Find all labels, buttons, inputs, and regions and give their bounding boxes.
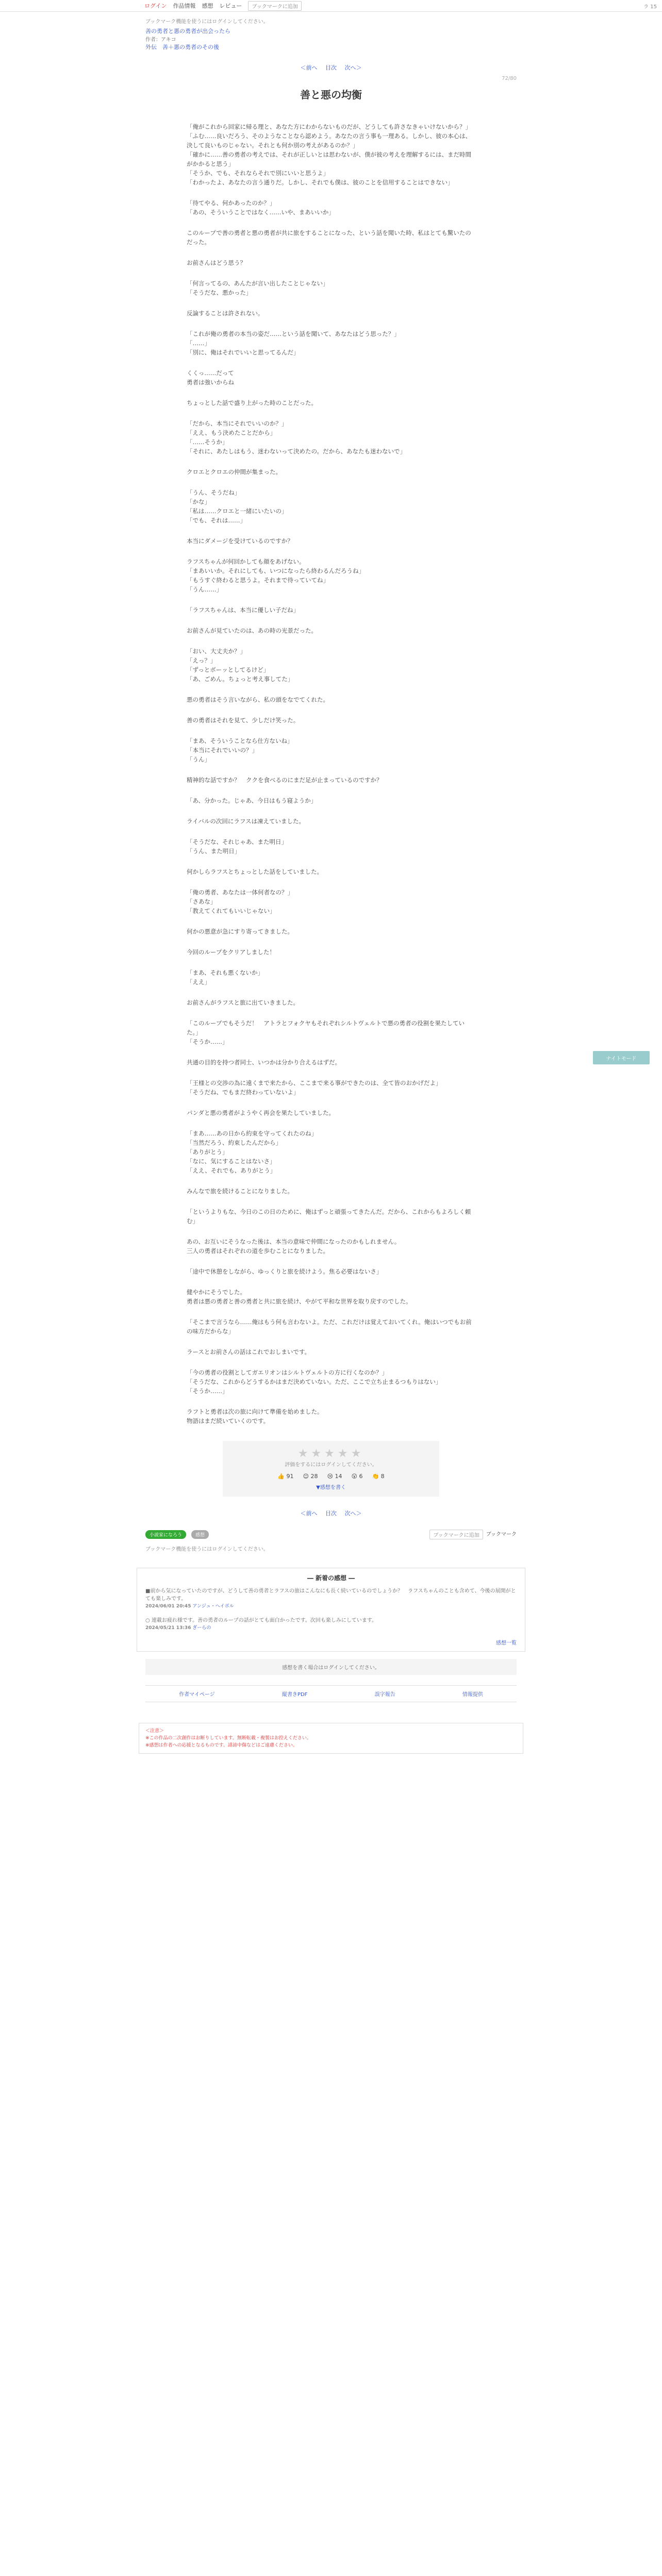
login-link[interactable]: ログイン (144, 3, 167, 9)
prev-link-bottom[interactable]: ＜前へ (300, 1510, 318, 1517)
new-reviews (137, 1568, 525, 1652)
review-date: 2024/06/01 20:45 (145, 1604, 191, 1609)
body-paragraph: 「そうだな、それじゃあ、また明日」 「うん、また明日」 (187, 838, 288, 855)
novel-author[interactable]: 作者：アキコ (145, 37, 176, 43)
footer-nav (145, 1685, 517, 1702)
login-notice-bottom: ブックマーク機能を使うにはログインしてください。 (145, 1547, 269, 1552)
next-link[interactable]: 次へ＞ (344, 64, 362, 71)
body-paragraph: お前さんはどう思う？ (187, 259, 246, 266)
novel-title[interactable]: 善の勇者と悪の勇者が出会ったら (145, 28, 230, 35)
body-paragraph: 「今の勇者の役割としてガエリオンはシルトヴェルトの方に行くなのか？」 「そうだな、これからどうするかはまだ決めていない。ただ、ここで立ち止まるつもりはない」 「そうか……」 (187, 1369, 442, 1395)
night-mode-button[interactable]: ナイトモード (593, 1051, 650, 1064)
body-paragraph: 善の勇者はそれを見て、少しだけ笑った。 (187, 717, 300, 724)
comment-pill[interactable]: 感想 (191, 1530, 209, 1539)
top-bar (0, 0, 662, 12)
body-paragraph: ラフスちゃんが何回かしても顔をあげない。 「まあいいか。それにしても、いつになったら終わるんだろうね」 「もうすぐ終わると思うよ。それまで待っていてね」 「うん……」 (187, 558, 365, 593)
page-number: 72/80 (502, 76, 517, 81)
reaction-item[interactable] (277, 1473, 293, 1480)
reaction-icon: 👍 (277, 1473, 285, 1480)
body-paragraph: 「だから、本当にそれでいいのか？」 「ええ、もう決めたことだから」 「……そうか」 「それに、あたしはもう、迷わないって決めたの。だから、あなたも迷わないで」 (187, 420, 406, 455)
info-link[interactable]: 情報提供 (462, 1692, 483, 1698)
body-paragraph: 「あ、分かった。じゃあ、今日はもう寝ようか」 (187, 797, 317, 804)
review-text: ■前から気になっていたのですが、どうして善の勇者とラフスの旅はこんなにも長く続いているのでしょうか？ ラフスちゃんのことも含めて、今後の展開がとても楽しみです。 (145, 1588, 516, 1602)
rating-stars[interactable]: ★★★★★ (297, 1447, 365, 1460)
body-paragraph: 「というよりもな、今日のこの日のために、俺はずっと頑張ってきたんだ。だから、これからもよろしく頼む」 (187, 1208, 471, 1225)
pdf-link[interactable]: 縦書きPDF (282, 1692, 308, 1698)
nav-info[interactable]: 作品情報 (173, 3, 196, 9)
body-paragraph: 「まあ、それも悪くないか」 「ええ」 (187, 969, 264, 986)
bottom-notice (139, 1723, 523, 1754)
body-paragraph: 「何言ってるの、あんたが言い出したことじゃない」 「そうだな、悪かった」 (187, 280, 329, 296)
reaction-count: 14 (335, 1473, 342, 1480)
reaction-icon: 😲 (351, 1473, 357, 1480)
reaction-item[interactable] (351, 1473, 362, 1480)
body-paragraph: 共通の目的を持つ者同士、いつかは分かり合えるはずだ。 (187, 1059, 341, 1066)
body-paragraph: 今回のループをクリアしました！ (187, 948, 275, 956)
nav-reviews[interactable]: レビュー (219, 3, 242, 9)
typo-report-link[interactable]: 誤字報告 (374, 1692, 395, 1698)
bookmark-button-bottom[interactable]: ブックマークに追加 (429, 1530, 483, 1539)
review-date: 2024/05/21 13:36 (145, 1625, 191, 1631)
review-user[interactable]: アンジュ・ヘイボル (192, 1604, 234, 1609)
body-paragraph: 本当にダメージを受けているのですか？ (187, 537, 293, 545)
body-paragraph: 健やかにそうでした。 勇者は悪の勇者と善の勇者と共に旅を続け、やがて平和な世界を取り戻すのでした。 (187, 1289, 412, 1305)
reaction-count: 6 (359, 1473, 363, 1480)
body-paragraph: 精神的な話ですか？ ククを食べるのにまだ足が止まっているのですか？ (187, 776, 383, 784)
review-text: ○ 連載お疲れ様です。善の勇者のループの話がとても面白かったです。次回も楽しみにしています。 (145, 1618, 377, 1623)
nav-comments[interactable]: 感想 (202, 3, 213, 9)
body-paragraph: 「まあ、そういうことなら仕方ないね」 「本当にそれでいいの？」 「うん」 (187, 737, 293, 763)
body-paragraph: 「これが俺の勇者の本当の姿だ……という話を聞いて、あなたはどう思った？」 「……」 「別に、俺はそれでいいと思ってるんだ」 (187, 330, 400, 356)
body-paragraph: 「俺の勇者、あなたは一体何者なの？」 「さあな」 「教えてくれてもいいじゃない」 (187, 889, 293, 914)
next-link-bottom[interactable]: 次へ＞ (344, 1510, 362, 1517)
body-paragraph: パンダと悪の勇者がようやく再会を果たしていました。 (187, 1109, 335, 1116)
reaction-count: 8 (380, 1473, 385, 1480)
topbar-right-text: ラ 15 (643, 4, 657, 10)
top-pager (145, 63, 517, 72)
bottom-pager (0, 1509, 662, 1517)
toc-link-bottom[interactable]: 目次 (325, 1510, 337, 1517)
body-paragraph: ラフトと勇者は次の旅に向けて準備を始めました。 物語はまだ続いていくのです。 (187, 1408, 323, 1425)
body-paragraph: 「王様との交渉の為に遠くまで来たから、ここまで来る事ができたのは、全て皆のおかげだよ」 「そうだね、でもまだ終わっていないよ」 (187, 1079, 442, 1096)
prev-link[interactable]: ＜前へ (300, 64, 318, 71)
body-paragraph: 「うん、そうだね」 「かな」 「私は……クロエと一緒にいたいの」 「でも、それは……」 (187, 489, 288, 524)
body-paragraph: クロエとクロエの仲間が集まった。 (187, 468, 282, 476)
site-pill[interactable]: 小説家になろう (145, 1530, 186, 1539)
author-page-link[interactable]: 作者マイページ (179, 1692, 215, 1698)
reviews-more-link[interactable]: 感想一覧 (496, 1640, 517, 1646)
review-meta (145, 1603, 517, 1611)
login-notice: ブックマーク機能を使うにはログインしてください。 (145, 19, 269, 25)
reaction-item[interactable] (327, 1473, 342, 1480)
bookmark-label[interactable]: ブックマーク (486, 1532, 517, 1537)
reaction-item[interactable] (372, 1473, 384, 1480)
reviews-heading: ― 新着の感想 ― (307, 1574, 355, 1582)
review-meta (145, 1624, 517, 1632)
reaction-icon: 😢 (327, 1473, 333, 1480)
body-paragraph: このループで善の勇者と悪の勇者が共に旅をすることになった、という話を聞いた時、私はとても驚いたのだった。 (187, 229, 471, 246)
body-paragraph: 何かしらラフスとちょっとした話をしていました。 (187, 868, 323, 875)
episode-title: 善と悪の均衡 (300, 89, 362, 101)
body-paragraph: 「途中で休憩をしながら、ゆっくりと旅を続けよう。焦る必要はないさ」 (187, 1268, 383, 1275)
body-paragraph: お前さんがラフスと旅に出ていきました。 (187, 999, 300, 1006)
episode-body (187, 122, 475, 1426)
reaction-count: 91 (286, 1473, 294, 1480)
rating-box (223, 1441, 439, 1497)
body-paragraph: 「ラフスちゃんは、本当に優しい子だね」 (187, 606, 300, 614)
body-paragraph: 「このループでもそうだ！ アトラとフォクヤもそれぞれシルトヴェルトで悪の勇者の役割を果たしていた。」 「そうか……」 (187, 1020, 465, 1045)
chapter-title: 外伝 善＋悪の勇者のその後 (145, 44, 219, 50)
body-paragraph: 「俺がこれから回家に帰る理と、あなた方にわからないものだが、どうしても許さなきゃいけないから？」 「ふむ……良いだろう、そのようなことなら認めよう。あなたの言う事も一理ある。しかし、彼の本心は、決して良いものじゃない。それとも何か別の考えがあるのか？」 「確かに……善の勇者の考えでは、それが正しいとは思わないが、僕が彼の考えを理解するには、まだ時間がかかると思う」 「そうか、でも、それならそれで別にいいと思うよ」 「わかったよ、あなたの言う通りだ。しかし、それでも僕は、彼のことを信用することはできない」 (187, 123, 471, 186)
reaction-item[interactable] (303, 1473, 318, 1480)
body-paragraph: ちょっとした話で盛り上がった時のことだった。 (187, 399, 317, 406)
body-paragraph: 反論することは許されない。 (187, 310, 264, 317)
body-paragraph: ライバルの次回にラフスは凍えていました。 (187, 818, 305, 825)
reaction-count: 28 (310, 1473, 318, 1480)
body-paragraph: 「まあ……あの日から約束を守ってくれたのね」 「当然だろう、約束したんだから」 「ありがとう」 「なに、気にすることはないさ」 「ええ、それでも、ありがとう」 (187, 1130, 317, 1174)
body-paragraph: 「待てやる、何かあったのか？」 「あの、そういうことではなく……いや、まあいいか」 (187, 199, 335, 216)
toc-link[interactable]: 目次 (325, 64, 337, 71)
write-comment-link[interactable]: ▼感想を書く (316, 1485, 346, 1490)
body-paragraph: お前さんが見ていたのは、あの時の光景だった。 (187, 627, 317, 634)
rating-note: 評価をするにはログインしてください。 (285, 1462, 377, 1468)
footer-bar (145, 1530, 517, 1539)
reaction-icon: 👏 (372, 1473, 379, 1480)
body-paragraph: みんなで旅を続けることになりました。 (187, 1188, 293, 1195)
body-paragraph: 「おい、大丈夫か？」 「えっ？」 「ずっとボーッとしてるけど」 「あ、ごめん。ちょっと考え事してた」 (187, 648, 294, 683)
body-paragraph: 何かの悪意が急にすり寄ってきました。 (187, 928, 293, 935)
body-paragraph: あの、お互いにそうなった後は、本当の意味で仲間になったのかもしれません。 三人の勇者はそれぞれの道を歩むことになりました。 (187, 1238, 401, 1255)
bookmark-button[interactable]: ブックマークに追加 (248, 1, 301, 11)
review-item (145, 1617, 517, 1632)
bottom-notice-text: ＜注意＞ ※この作品の二次創作はお断りしています。無断転載・複製はお控えください。 ※感想は作者への応援となるものです。誹謗中傷などはご遠慮ください。 (145, 1728, 311, 1748)
reaction-icon: 😊 (303, 1473, 309, 1480)
body-paragraph: 悪の勇者はそう言いながら、私の頭をなでてくれた。 (187, 696, 329, 703)
body-paragraph: くくっ……だって 勇者は強いからね (187, 369, 234, 386)
body-paragraph: ラースとお前さんの話はこれでおしまいです。 (187, 1348, 311, 1355)
review-item (145, 1587, 517, 1611)
body-paragraph: 「そこまで言うなら……俺はもう何も言わないよ。ただ、これだけは覚えておいてくれ。俺はいつでもお前の味方だからな」 (187, 1318, 472, 1335)
reaction-list (223, 1473, 439, 1480)
review-user[interactable]: ぎーらの (192, 1625, 211, 1631)
login-to-review[interactable]: 感想を書く場合はログインしてください。 (145, 1659, 517, 1675)
